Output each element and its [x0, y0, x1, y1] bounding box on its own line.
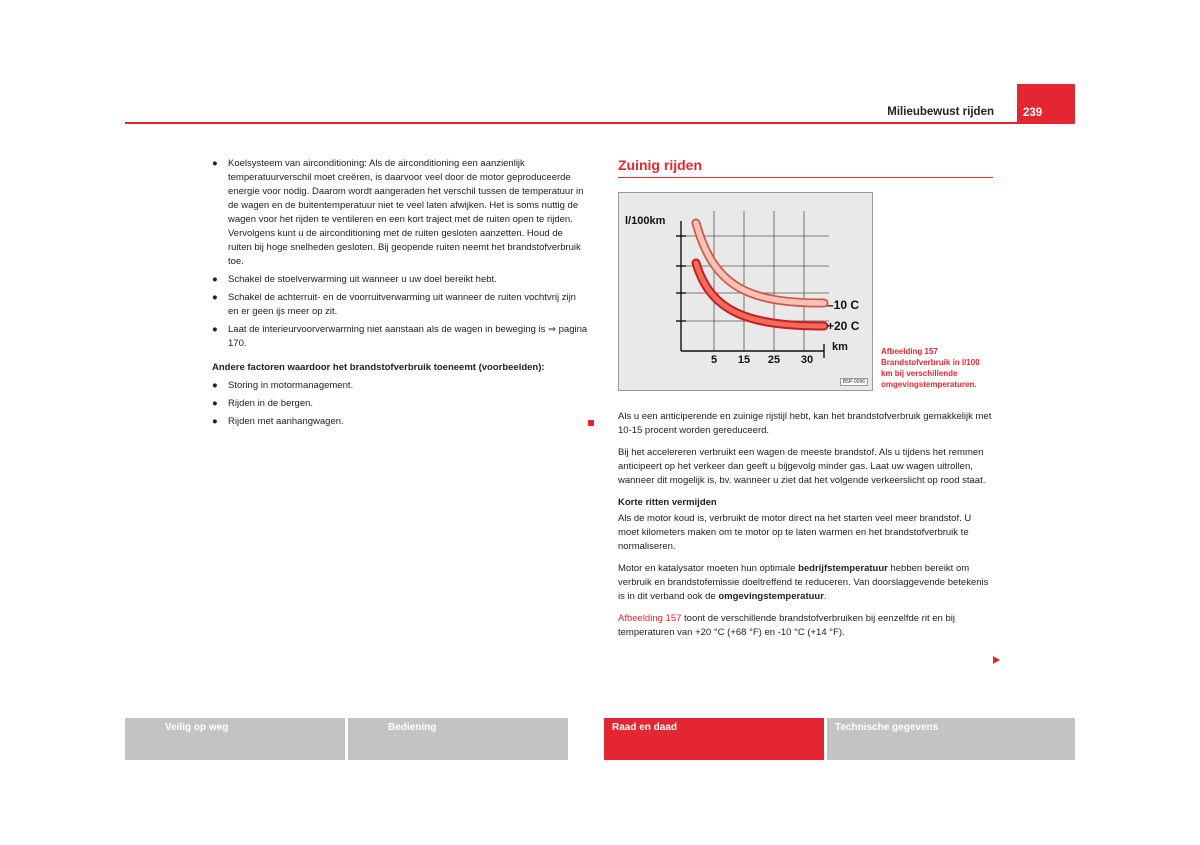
figure-code: B5P-0096 [840, 378, 868, 386]
footer-tab-technische-gegevens[interactable]: Technische gegevens [827, 718, 1075, 760]
footer-tab-veilig-op-weg[interactable]: Veilig op weg [125, 718, 345, 760]
figure-fuel-consumption [618, 192, 873, 391]
subheading: Korte ritten vermijden [618, 497, 717, 508]
bullet-icon: ● [212, 416, 218, 427]
paragraph: Bij het accelereren verbruikt een wagen de meeste brandstof. Als u tijdens het remmen anticipeert op het verkeer dan geeft u bijgevolg minder gas. Laat uw wagen uitrollen, wanneer dit mogelijk is, bv. wanneer u ziet dat het volgende verkeerslicht op rood staat. [618, 447, 986, 486]
figure-reference-link[interactable]: Afbeelding 157 [618, 613, 682, 624]
x-tick-label: 5 [710, 354, 718, 366]
paragraph: Als de motor koud is, verbruikt de motor direct na het starten veel meer brandstof. U moet kilometers maken om te motor op te laten warmen en het brandstofverbruik te normaliseren. [618, 513, 972, 552]
right-column [618, 410, 993, 648]
list-item: ● Schakel de stoelverwarming uit wanneer u uw doel bereikt hebt. [212, 274, 497, 285]
emphasis-operating-temperature: bedrijfstemperatuur [798, 563, 888, 574]
bullet-icon: ● [212, 398, 218, 409]
x-axis-unit: km [832, 341, 848, 353]
section-rule [618, 177, 993, 178]
section-end-marker [588, 420, 594, 426]
bullet-icon: ● [212, 274, 218, 285]
running-header-title: Milieubewust rijden [887, 106, 994, 118]
bullet-icon: ● [212, 380, 218, 391]
fuel-chart-svg [619, 193, 874, 392]
curve-label-minus10: –10 C [827, 298, 860, 312]
page-number: 239 [1017, 84, 1075, 124]
footer-tab-raad-en-daad[interactable]: Raad en daad [604, 718, 824, 760]
bullet-icon: ● [212, 158, 218, 169]
paragraph: Als u een anticiperende en zuinige rijstijl hebt, kan het brandstofverbruik gemakkelijk met 10-15 procent worden gereduceerd. [618, 411, 992, 436]
x-tick-label: 15 [737, 354, 751, 366]
list-item: ● Rijden in de bergen. [212, 398, 314, 409]
figure-caption: Afbeelding 157 Brandstofverbruik in l/100 km bij verschillende omgevingstemperaturen. [881, 347, 980, 389]
left-column [212, 157, 588, 433]
list-item: ● Schakel de achterruit- en de voorruitverwarming uit wanneer de ruiten vochtvrij zijn en er geen ijs meer op zit. [212, 292, 576, 317]
emphasis-ambient-temperature: omgevingstemperatuur [718, 591, 824, 602]
list-item: ● Koelsysteem van airconditioning: Als de airconditioning een aanzienlijk temperatuurverschil moet creëren, is daarvoor veel door de motor geproduceerde energie voor nodig. Daarom wordt aangeraden het verschil tussen de temperatuur in de wagen en de buitentemperatuur niet te veel laten afwijken. Het is soms nuttig de wagen voor het rijden te ventileren en een kort traject met de ruiten open te rijden. Vervolgens kunt u de airconditioning met de ruiten gesloten aanzetten. Houd de ruiten bij hoge snelheden gesloten. Bij geopende ruiten neemt het brandstofverbruik toe. [212, 158, 584, 267]
list-item: ● Storing in motormanagement. [212, 380, 354, 391]
footer-tab-bediening[interactable]: Bediening [348, 718, 568, 760]
x-tick-label: 30 [800, 354, 814, 366]
continue-arrow-icon [993, 656, 1000, 664]
header-rule [125, 122, 1075, 124]
paragraph: Motor en katalysator moeten hun optimale bedrijfstemperatuur hebben bereikt om verbruik en brandstofemissie doeltreffend te reduceren. Van doorslaggevende betekenis is in dit verband ook de omgevingstemperatuur. [618, 563, 989, 602]
section-title: Zuinig rijden [618, 157, 702, 173]
y-axis-label: l/100km [625, 215, 666, 227]
bullet-icon: ● [212, 324, 218, 335]
x-tick-label: 25 [767, 354, 781, 366]
list-item: ● Laat de interieurvoorverwarming niet aanstaan als de wagen in beweging is ⇒ pagina 170. [212, 324, 588, 349]
subheading: Andere factoren waardoor het brandstofverbruik toeneemt (voorbeelden): [212, 362, 545, 373]
bullet-icon: ● [212, 292, 218, 303]
curve-label-plus20: +20 C [827, 319, 860, 333]
list-item: ● Rijden met aanhangwagen. [212, 416, 344, 427]
paragraph: Afbeelding 157 toont de verschillende brandstofverbruiken bij eenzelfde rit en bij temperaturen van +20 °C (+68 °F) en -10 °C (+14 °F). [618, 613, 955, 638]
